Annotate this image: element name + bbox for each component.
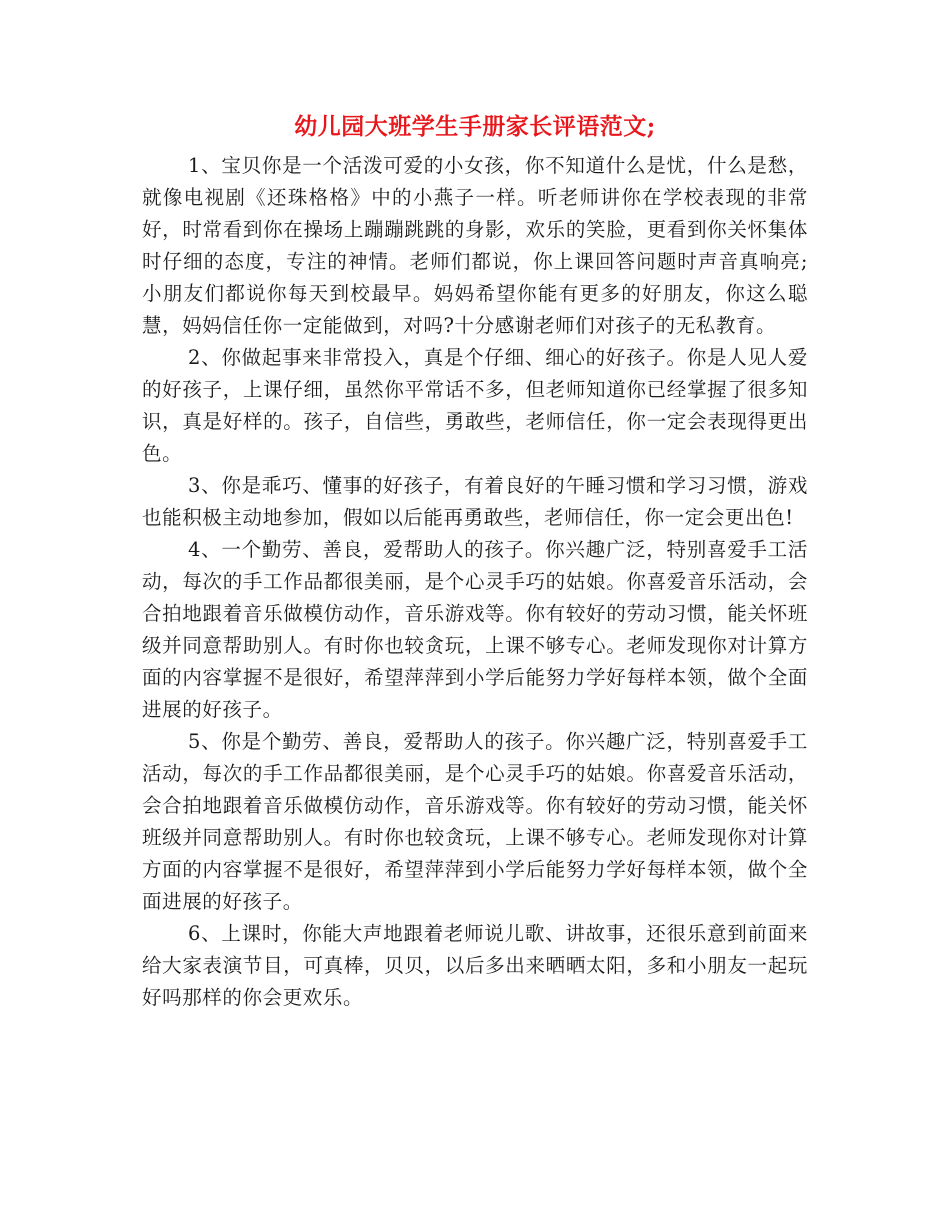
page-title: 幼儿园大班学生手册家长评语范文; — [294, 113, 656, 140]
document-body — [142, 150, 808, 1014]
paragraph-2: 2、你做起事来非常投入，真是个仔细、细心的好孩子。你是人见人爱的好孩子，上课仔细，虽然你平常话不多，但老师知道你已经掌握了很多知识，真是好样的。孩子，自信些，勇敢些，老师信任，你一定会表现得更出色。 — [142, 346, 808, 465]
paragraph-1: 1、宝贝你是一个活泼可爱的小女孩，你不知道什么是忧，什么是愁，就像电视剧《还珠格格》中的小燕子一样。听老师讲你在学校表现的非常好，时常看到你在操场上蹦蹦跳跳的身影，欢乐的笑脸，更看到你关怀集体时仔细的态度，专注的神情。老师们都说，你上课回答问题时声音真响亮;小朋友们都说你每天到校最早。妈妈希望你能有更多的好朋友，你这么聪慧，妈妈信任你一定能做到，对吗?十分感谢老师们对孩子的无私教育。 — [142, 154, 808, 337]
paragraph-5: 5、你是个勤劳、善良，爱帮助人的孩子。你兴趣广泛，特别喜爱手工活动，每次的手工作品都很美丽，是个心灵手巧的姑娘。你喜爱音乐活动，会合拍地跟着音乐做模仿动作，音乐游戏等。你有较好的劳动习惯，能关怀班级并同意帮助别人。有时你也较贪玩，上课不够专心。老师发现你对计算方面的内容掌握不是很好，希望萍萍到小学后能努力学好每样本领，做个全面进展的好孩子。 — [142, 730, 808, 913]
paragraph-6: 6、上课时，你能大声地跟着老师说儿歌、讲故事，还很乐意到前面来给大家表演节目，可真棒，贝贝，以后多出来晒晒太阳，多和小朋友一起玩好吗那样的你会更欢乐。 — [142, 922, 808, 1009]
paragraph-3: 3、你是乖巧、懂事的好孩子，有着良好的午睡习惯和学习习惯，游戏也能积极主动地参加，假如以后能再勇敢些，老师信任，你一定会更出色! — [142, 474, 808, 529]
paragraph-4: 4、一个勤劳、善良，爱帮助人的孩子。你兴趣广泛，特别喜爱手工活动，每次的手工作品都很美丽，是个心灵手巧的姑娘。你喜爱音乐活动，会合拍地跟着音乐做模仿动作，音乐游戏等。你有较好的劳动习惯，能关怀班级并同意帮助别人。有时你也较贪玩，上课不够专心。老师发现你对计算方面的内容掌握不是很好，希望萍萍到小学后能努力学好每样本领，做个全面进展的好孩子。 — [142, 538, 808, 721]
